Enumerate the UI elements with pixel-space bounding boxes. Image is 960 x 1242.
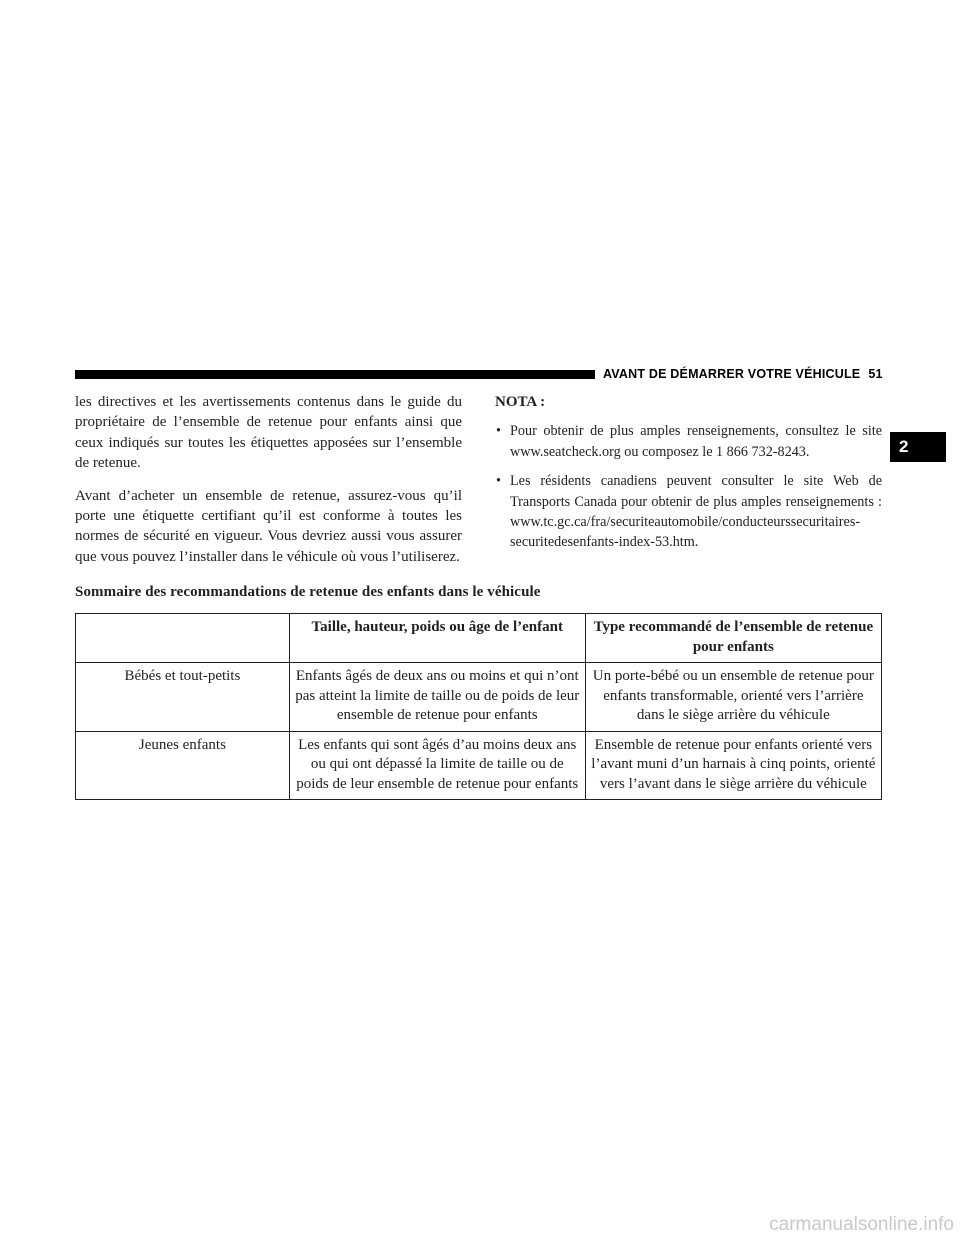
note-bullet <box>495 421 882 462</box>
table-title: Sommaire des recommandations de retenue des enfants dans le véhicule <box>75 584 541 600</box>
running-header <box>603 365 883 383</box>
paragraph: les directives et les avertissements contenus dans le guide du propriétaire de l’ensemble de retenue pour enfants ainsi que ceux indiqués sur toutes les étiquettes apposées sur l’ensemble de retenue. <box>75 394 462 472</box>
table-cell: Enfants âgés de deux ans ou moins et qui n’ont pas atteint la limite de taille ou de poids de leur ensemble de retenue pour enfants <box>289 663 585 732</box>
bullet-icon: • <box>496 473 501 490</box>
table-header-row <box>76 614 882 663</box>
recommendation-table <box>75 613 882 800</box>
table-header-cell <box>76 614 290 663</box>
left-column <box>75 392 462 579</box>
table-row <box>76 663 882 732</box>
table-row <box>76 731 882 800</box>
paragraph: Avant d’acheter un ensemble de retenue, assurez-vous qu’il porte une étiquette certifiant qu’il est conforme à toutes les normes de sécurité en vigueur. Vous devriez aussi vous assurer que vous pouvez l’installer dans le véhicule où vous l’utiliserez. <box>75 487 462 565</box>
note-bullet-text: Les résidents canadiens peuvent consulter le site Web de Transports Canada pour obtenir de plus amples renseignements : www.tc.gc.ca/fra/securiteautomobile/conducteurssecuritaires-securitedesenfants-index-53.htm. <box>510 473 882 551</box>
table-header-cell: Taille, hauteur, poids ou âge de l’enfant <box>289 614 585 663</box>
note-box <box>495 392 882 562</box>
section-title: AVANT DE DÉMARRER VOTRE VÉHICULE <box>603 367 861 381</box>
watermark-link[interactable]: carmanualsonline.info <box>769 1214 954 1235</box>
table-cell: Les enfants qui sont âgés d’au moins deux ans ou qui ont dépassé la limite de taille ou de poids de leur ensemble de retenue pour enfants <box>289 731 585 800</box>
note-bullet <box>495 471 882 553</box>
table-cell: Bébés et tout-petits <box>76 663 290 732</box>
note-title: NOTA : <box>495 394 546 410</box>
page-number: 51 <box>868 367 883 381</box>
table-cell: Ensemble de retenue pour enfants orienté vers l’avant muni d’un harnais à cinq points, orienté vers l’avant dans le siège arrière du véhicule <box>585 731 881 800</box>
note-bullet-text: Pour obtenir de plus amples renseignements, consultez le site www.seatcheck.org ou composez le 1 866 732-8243. <box>510 423 882 460</box>
header-rule <box>75 370 595 379</box>
bullet-icon: • <box>496 423 501 440</box>
table-header-cell: Type recommandé de l’ensemble de retenue pour enfants <box>585 614 881 663</box>
chapter-tab: 2 <box>890 432 946 462</box>
table-cell: Un porte-bébé ou un ensemble de retenue pour enfants transformable, orienté vers l’arrière dans le siège arrière du véhicule <box>585 663 881 732</box>
table-cell: Jeunes enfants <box>76 731 290 800</box>
